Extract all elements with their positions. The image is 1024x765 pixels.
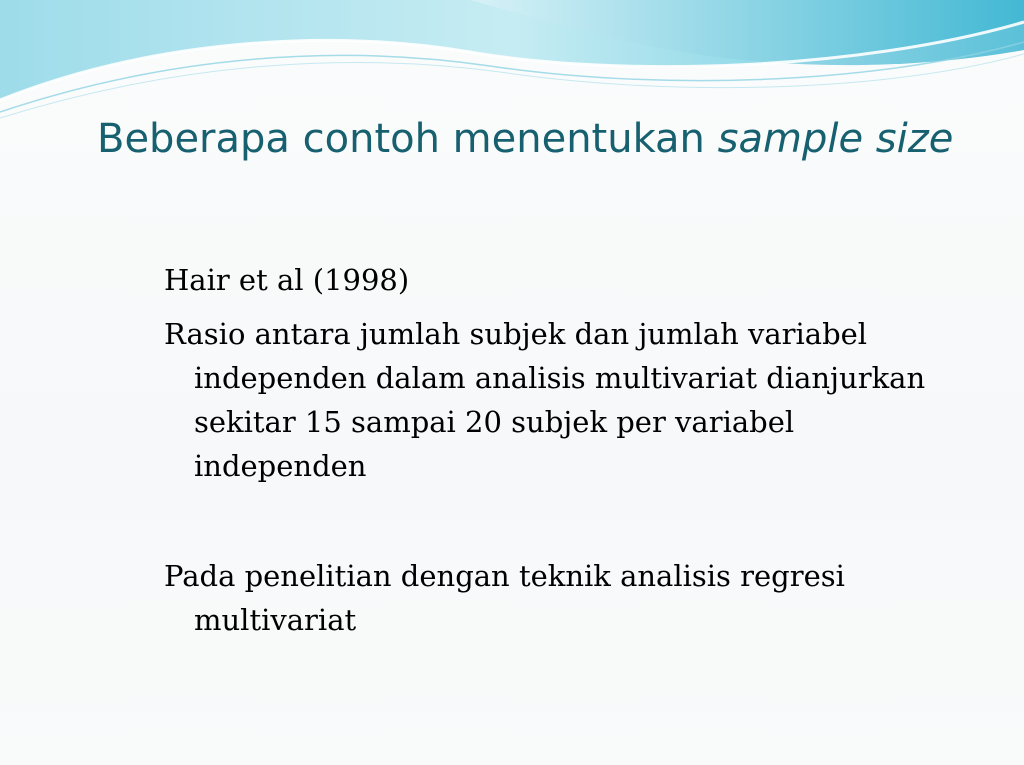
- slide-body: [164, 258, 964, 642]
- title-main-text: Beberapa contoh menentukan: [97, 116, 718, 162]
- title-emphasis-text: sample size: [717, 116, 954, 162]
- slide-title: [97, 108, 957, 170]
- paragraph-source: Hair et al (1998): [164, 263, 410, 297]
- paragraph-ratio: Rasio antara jumlah subjek dan jumlah variabel independen dalam analisis multivariat dianjurkan sekitar 15 sampai 20 subjek per variabel independen: [164, 317, 926, 483]
- paragraph-regression: Pada penelitian dengan teknik analisis regresi multivariat: [164, 559, 845, 637]
